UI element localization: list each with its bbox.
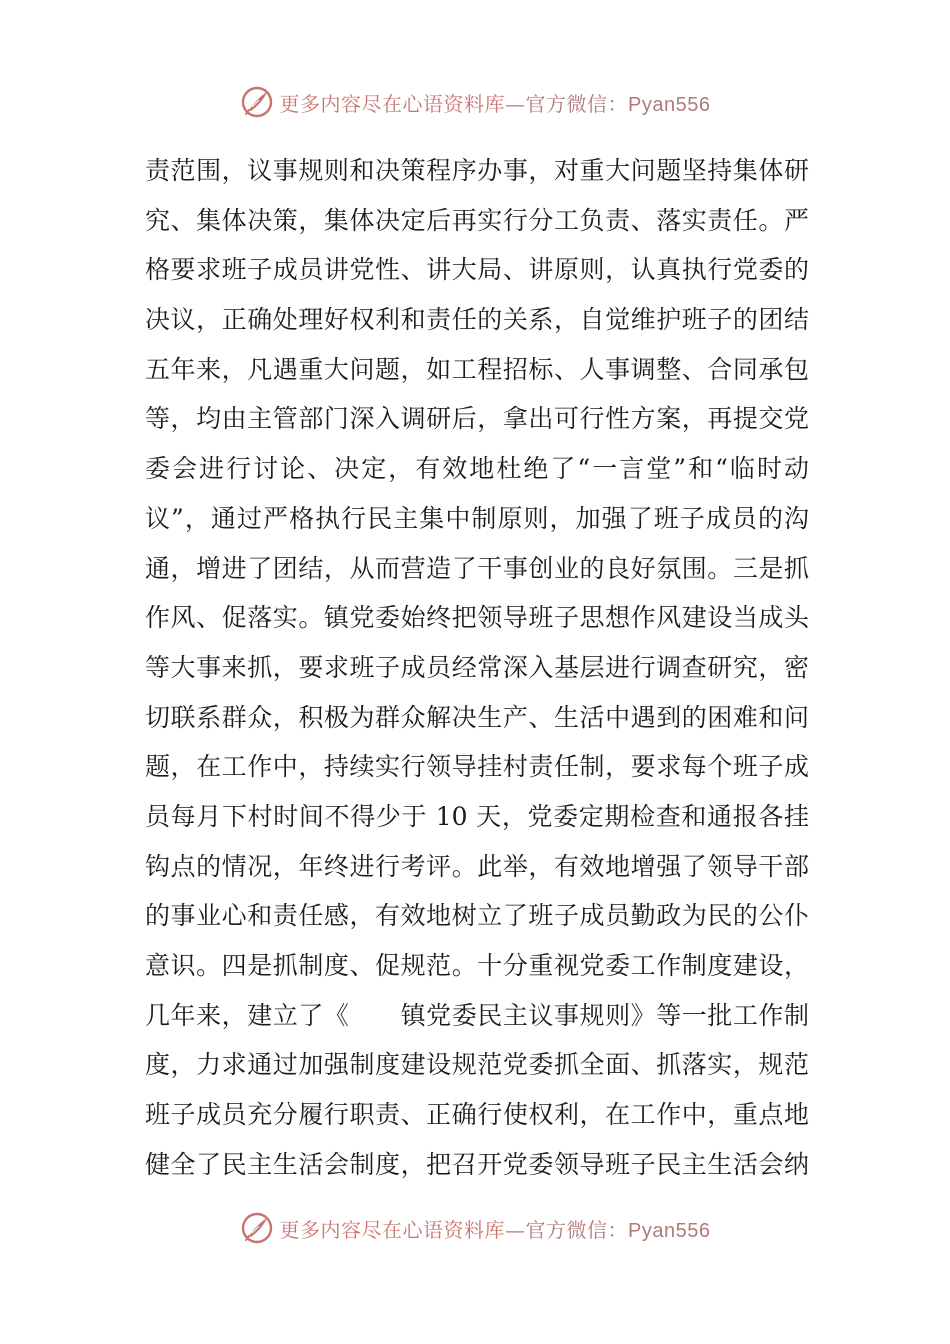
text-line: 格要求班子成员讲党性、讲大局、讲原则，认真执行党委的 bbox=[145, 255, 809, 285]
watermark-dash: — bbox=[505, 1217, 526, 1242]
watermark-text bbox=[280, 88, 711, 117]
text-line: 员每月下村时间不得少于 10 天，党委定期检查和通报各挂 bbox=[145, 801, 809, 831]
text-line: 班子成员充分履行职责、正确行使权利，在工作中，重点地 bbox=[145, 1100, 809, 1130]
text-line: 作风、促落实。镇党委始终把领导班子思想作风建设当成头 bbox=[145, 603, 809, 633]
text-line: 五年来，凡遇重大问题，如工程招标、人事调整、合同承包 bbox=[145, 354, 809, 384]
text-line: 度，力求通过加强制度建设规范党委抓全面、抓落实，规范 bbox=[145, 1050, 809, 1080]
text-line: 意识。四是抓制度、促规范。十分重视党委工作制度建设， bbox=[145, 951, 809, 980]
text-line: 通，增进了团结，从而营造了干事创业的良好氛围。三是抓 bbox=[145, 553, 809, 583]
quill-pen-icon bbox=[240, 1211, 274, 1245]
text-line: 究、集体决策，集体决定后再实行分工负责、落实责任。严 bbox=[145, 205, 809, 235]
watermark-official: 官方微信： bbox=[525, 91, 629, 116]
watermark-main: 更多内容尽在心语资料库 bbox=[279, 91, 506, 116]
text-line: 等大事来抓，要求班子成员经常深入基层进行调查研究，密 bbox=[145, 652, 809, 682]
header-watermark bbox=[0, 82, 950, 122]
watermark-main: 更多内容尽在心语资料库 bbox=[279, 1217, 506, 1242]
text-line: 几年来，建立了《 镇党委民主议事规则》等一批工作制 bbox=[145, 1000, 809, 1030]
text-line: 委会进行讨论、决定，有效地杜绝了“一言堂”和“临时动 bbox=[145, 454, 809, 484]
watermark-text bbox=[280, 1214, 711, 1243]
watermark-wechat-id: Pyan556 bbox=[628, 1219, 711, 1242]
text-line: 钩点的情况，年终进行考评。此举，有效地增强了领导干部 bbox=[145, 851, 809, 881]
watermark-dash: — bbox=[505, 91, 526, 116]
watermark-wechat-id: Pyan556 bbox=[628, 93, 711, 116]
text-line: 决议，正确处理好权利和责任的关系，自觉维护班子的团结 bbox=[145, 305, 809, 335]
text-line: 议”，通过严格执行民主集中制原则，加强了班子成员的沟 bbox=[145, 503, 809, 533]
text-line: 题，在工作中，持续实行领导挂村责任制，要求每个班子成 bbox=[145, 752, 809, 782]
quill-pen-icon bbox=[240, 85, 274, 119]
watermark-group bbox=[240, 85, 711, 119]
footer-watermark bbox=[0, 1208, 950, 1248]
watermark-group bbox=[240, 1211, 711, 1245]
watermark-official: 官方微信： bbox=[525, 1217, 629, 1242]
text-line: 等，均由主管部门深入调研后，拿出可行性方案，再提交党 bbox=[145, 404, 809, 434]
text-line: 健全了民主生活会制度，把召开党委领导班子民主生活会纳 bbox=[145, 1149, 809, 1179]
text-line: 责范围，议事规则和决策程序办事，对重大问题坚持集体研 bbox=[145, 156, 809, 185]
document-body bbox=[145, 146, 809, 1189]
text-line: 切联系群众，积极为群众解决生产、生活中遇到的困难和问 bbox=[145, 702, 809, 732]
text-line: 的事业心和责任感，有效地树立了班子成员勤政为民的公仆 bbox=[145, 901, 809, 931]
